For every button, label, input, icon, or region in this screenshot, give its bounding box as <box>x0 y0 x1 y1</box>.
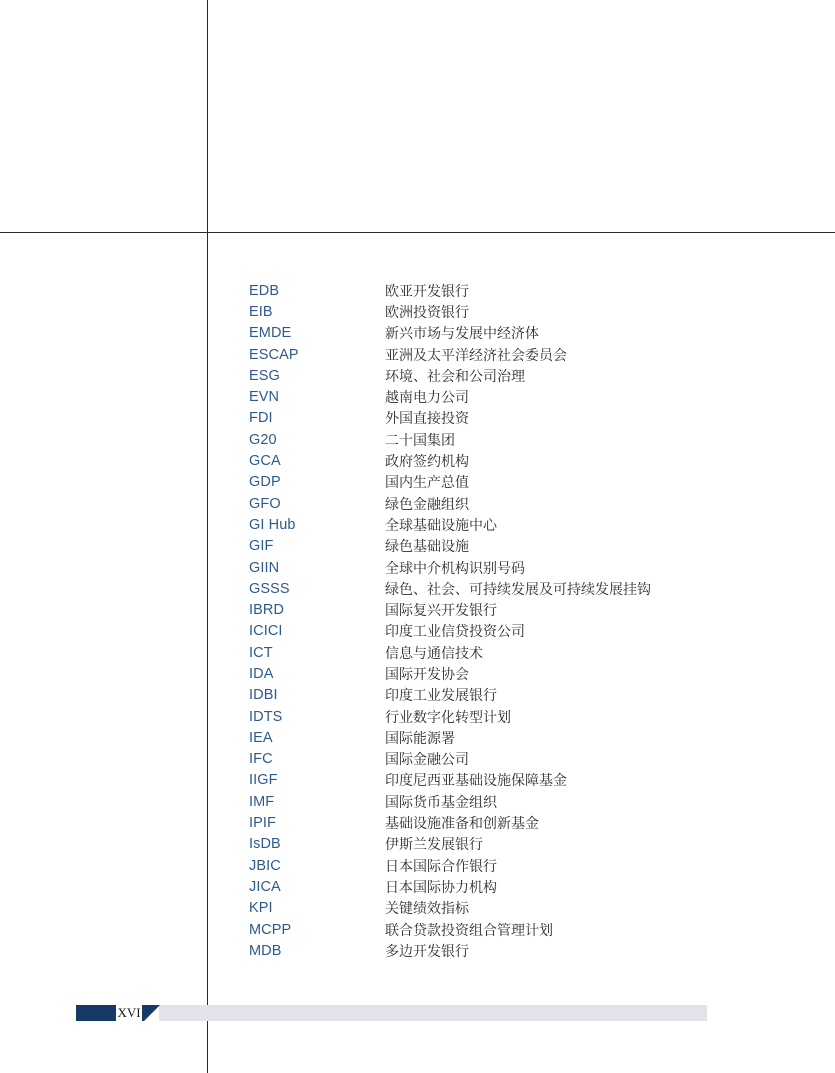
abbreviation-term: JBIC <box>249 857 281 874</box>
abbreviation-row <box>249 514 809 535</box>
abbreviation-meaning: 国际复兴开发银行 <box>385 603 497 620</box>
abbreviation-row <box>249 344 809 365</box>
abbreviation-row <box>249 749 809 770</box>
abbreviation-meaning: 日本国际协力机构 <box>385 879 497 896</box>
abbreviation-row <box>249 791 809 812</box>
abbreviation-term: EIB <box>249 303 273 320</box>
abbreviation-term: IEA <box>249 729 273 746</box>
abbreviation-meaning: 欧亚开发银行 <box>385 283 469 300</box>
abbreviation-term: KPI <box>249 900 273 917</box>
abbreviation-meaning: 越南电力公司 <box>385 390 469 407</box>
page-number: XVI <box>117 1005 141 1020</box>
abbreviation-term: IBRD <box>249 602 285 619</box>
vertical-rule <box>207 0 208 1073</box>
abbreviation-meaning: 国际开发协会 <box>385 666 469 683</box>
abbreviation-row <box>249 898 809 919</box>
abbreviation-meaning: 基础设施准备和创新基金 <box>385 816 539 833</box>
abbreviation-term: JICA <box>249 878 281 895</box>
abbreviation-term: MDB <box>249 942 282 959</box>
footer-block <box>76 1005 116 1021</box>
abbreviation-row <box>249 578 809 599</box>
page-footer <box>76 1005 707 1021</box>
abbreviation-row <box>249 919 809 940</box>
abbreviation-row <box>249 812 809 833</box>
abbreviation-meaning: 印度工业信贷投资公司 <box>385 624 525 641</box>
abbreviation-meaning: 多边开发银行 <box>385 943 469 960</box>
abbreviation-row <box>249 621 809 642</box>
abbreviation-row <box>249 450 809 471</box>
footer-triangle <box>144 1005 160 1021</box>
abbreviation-meaning: 全球基础设施中心 <box>385 517 497 534</box>
abbreviation-row <box>249 386 809 407</box>
abbreviation-term: GCA <box>249 453 281 470</box>
abbreviation-meaning: 环境、社会和公司治理 <box>385 368 525 385</box>
abbreviation-term: GDP <box>249 474 281 491</box>
abbreviation-term: EDB <box>249 282 280 299</box>
abbreviation-term: IDTS <box>249 708 283 725</box>
abbreviation-term: ESG <box>249 367 280 384</box>
abbreviation-meaning: 国际能源署 <box>385 730 455 747</box>
abbreviation-row <box>249 323 809 344</box>
abbreviation-row <box>249 280 809 301</box>
abbreviation-meaning: 国际金融公司 <box>385 752 469 769</box>
abbreviation-term: IDBI <box>249 687 278 704</box>
abbreviation-row <box>249 301 809 322</box>
abbreviation-row <box>249 599 809 620</box>
abbreviation-meaning: 外国直接投资 <box>385 411 469 428</box>
abbreviation-meaning: 日本国际合作银行 <box>385 858 497 875</box>
abbreviation-row <box>249 429 809 450</box>
abbreviation-meaning: 全球中介机构识别号码 <box>385 560 525 577</box>
abbreviation-row <box>249 408 809 429</box>
abbreviation-term: EMDE <box>249 325 292 342</box>
abbreviation-term: GI Hub <box>249 516 296 533</box>
abbreviation-term: IIGF <box>249 772 278 789</box>
abbreviation-term: G20 <box>249 431 277 448</box>
abbreviation-row <box>249 536 809 557</box>
abbreviation-meaning: 二十国集团 <box>385 432 455 449</box>
abbreviation-term: EVN <box>249 389 280 406</box>
abbreviation-row <box>249 770 809 791</box>
abbreviation-row <box>249 855 809 876</box>
abbreviation-meaning: 新兴市场与发展中经济体 <box>385 326 539 343</box>
abbreviation-term: ESCAP <box>249 346 299 363</box>
abbreviation-row <box>249 472 809 493</box>
abbreviation-row <box>249 557 809 578</box>
footer-bar <box>159 1005 707 1021</box>
abbreviation-meaning: 国内生产总值 <box>385 475 469 492</box>
abbreviation-meaning: 行业数字化转型计划 <box>385 709 511 726</box>
abbreviation-row <box>249 834 809 855</box>
abbreviation-row <box>249 685 809 706</box>
abbreviation-list <box>249 280 809 962</box>
abbreviation-term: IDA <box>249 665 274 682</box>
abbreviation-term: ICT <box>249 644 273 661</box>
abbreviation-row <box>249 940 809 961</box>
abbreviation-row <box>249 663 809 684</box>
abbreviation-term: IFC <box>249 751 273 768</box>
abbreviation-meaning: 国际货币基金组织 <box>385 794 497 811</box>
abbreviation-meaning: 欧洲投资银行 <box>385 304 469 321</box>
abbreviation-meaning: 政府签约机构 <box>385 454 469 471</box>
abbreviation-row <box>249 642 809 663</box>
abbreviation-row <box>249 365 809 386</box>
abbreviation-term: ICICI <box>249 623 283 640</box>
abbreviation-meaning: 伊斯兰发展银行 <box>385 837 483 854</box>
abbreviation-meaning: 绿色、社会、可持续发展及可持续发展挂钩 <box>385 581 651 598</box>
abbreviation-term: IsDB <box>249 836 281 853</box>
horizontal-rule <box>0 232 835 233</box>
abbreviation-meaning: 印度尼西亚基础设施保障基金 <box>385 773 567 790</box>
abbreviation-meaning: 绿色基础设施 <box>385 539 469 556</box>
abbreviation-term: IPIF <box>249 815 276 832</box>
abbreviation-row <box>249 727 809 748</box>
abbreviation-term: GSSS <box>249 580 290 597</box>
abbreviation-meaning: 亚洲及太平洋经济社会委员会 <box>385 347 567 364</box>
abbreviation-meaning: 绿色金融组织 <box>385 496 469 513</box>
abbreviation-row <box>249 493 809 514</box>
abbreviation-term: IMF <box>249 793 275 810</box>
abbreviation-row <box>249 706 809 727</box>
abbreviation-term: GFO <box>249 495 281 512</box>
abbreviation-meaning: 关键绩效指标 <box>385 901 469 918</box>
abbreviation-meaning: 信息与通信技术 <box>385 645 483 662</box>
abbreviation-term: GIIN <box>249 559 280 576</box>
abbreviation-meaning: 联合贷款投资组合管理计划 <box>385 922 553 939</box>
abbreviation-term: FDI <box>249 410 273 427</box>
abbreviation-term: MCPP <box>249 921 292 938</box>
abbreviation-meaning: 印度工业发展银行 <box>385 688 497 705</box>
abbreviation-row <box>249 876 809 897</box>
abbreviation-term: GIF <box>249 538 274 555</box>
